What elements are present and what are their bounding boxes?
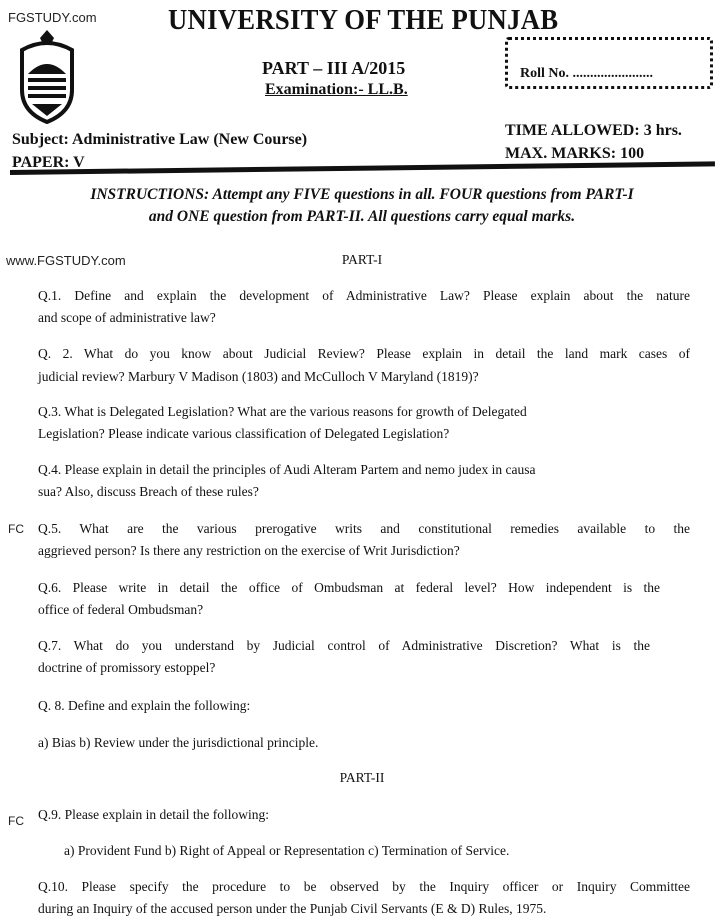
- roll-number-label: Roll No. .......................: [520, 66, 653, 81]
- question-line: Q.4. Please explain in detail the principles of Audi Alteram Partem and nemo judex in causa: [38, 462, 536, 477]
- question-line: Q.3. What is Delegated Legislation? What are the various reasons for growth of Delegated: [38, 404, 527, 419]
- question-line: Q.5. What are the various prerogative writs and constitutional remedies available to the: [38, 521, 690, 536]
- watermark-mid: www.FGSTUDY.com: [6, 253, 126, 268]
- question-line: office of federal Ombudsman?: [38, 602, 204, 617]
- question-line: Q.7. What do you understand by Judicial control of Administrative Discretion? What is the: [38, 638, 650, 653]
- question-line: Q. 2. What do you know about Judicial Review? Please explain in detail the land mark cases of: [38, 346, 690, 361]
- watermark-q9: FC: [8, 814, 24, 828]
- paper-label: PAPER: V: [12, 154, 85, 171]
- roll-number-box: [505, 37, 713, 89]
- question-line: aggrieved person? Is there any restriction on the exercise of Writ Jurisdiction?: [38, 543, 460, 558]
- instructions-line-2: and ONE question from PART-II. All questions carry equal marks.: [148, 208, 576, 225]
- question-line: and scope of administrative law?: [38, 310, 216, 325]
- question-line: Q.1. Define and explain the development of Administrative Law? Please explain about the nature: [38, 288, 690, 303]
- question-line: Q.9. Please explain in detail the following:: [38, 807, 269, 822]
- time-allowed: TIME ALLOWED: 3 hrs.: [505, 122, 682, 139]
- university-title: UNIVERSITY OF THE PUNJAB: [168, 4, 559, 36]
- part1-heading: PART-I: [341, 252, 383, 267]
- question-line: doctrine of promissory estoppel?: [38, 660, 216, 675]
- question-line: a) Provident Fund b) Right of Appeal or Representation c) Termination of Service.: [64, 843, 510, 858]
- examination-label: Examination:- LL.B.: [265, 81, 408, 98]
- question-line: judicial review? Marbury V Madison (1803) and McCulloch V Maryland (1819)?: [38, 369, 479, 384]
- exam-part: PART – III A/2015: [262, 58, 406, 78]
- question-line: during an Inquiry of the accused person under the Punjab Civil Servants (E & D) Rules, 1975.: [38, 901, 547, 916]
- instructions-line-1: INSTRUCTIONS: Attempt any FIVE questions in all. FOUR questions from PART-I: [90, 186, 634, 203]
- question-line: Q.10. Please specify the procedure to be observed by the Inquiry officer or Inquiry Committee: [38, 879, 690, 894]
- max-marks: MAX. MARKS: 100: [505, 145, 645, 162]
- question-line: Q.6. Please write in detail the office of Ombudsman at federal level? How independent is the: [38, 580, 660, 595]
- part2-heading: PART-II: [339, 770, 385, 785]
- question-line: Q. 8. Define and explain the following:: [38, 698, 251, 713]
- subject-label: Subject: Administrative Law (New Course): [12, 131, 308, 148]
- question-line: sua? Also, discuss Breach of these rules?: [38, 484, 259, 499]
- watermark-q5: FC: [8, 522, 24, 536]
- question-line: Legislation? Please indicate various classification of Delegated Legislation?: [38, 426, 450, 441]
- header-divider: [10, 161, 715, 175]
- question-line: a) Bias b) Review under the jurisdictional principle.: [38, 735, 319, 750]
- university-crest-logo: [14, 28, 80, 124]
- watermark-top: FGSTUDY.com: [8, 10, 97, 25]
